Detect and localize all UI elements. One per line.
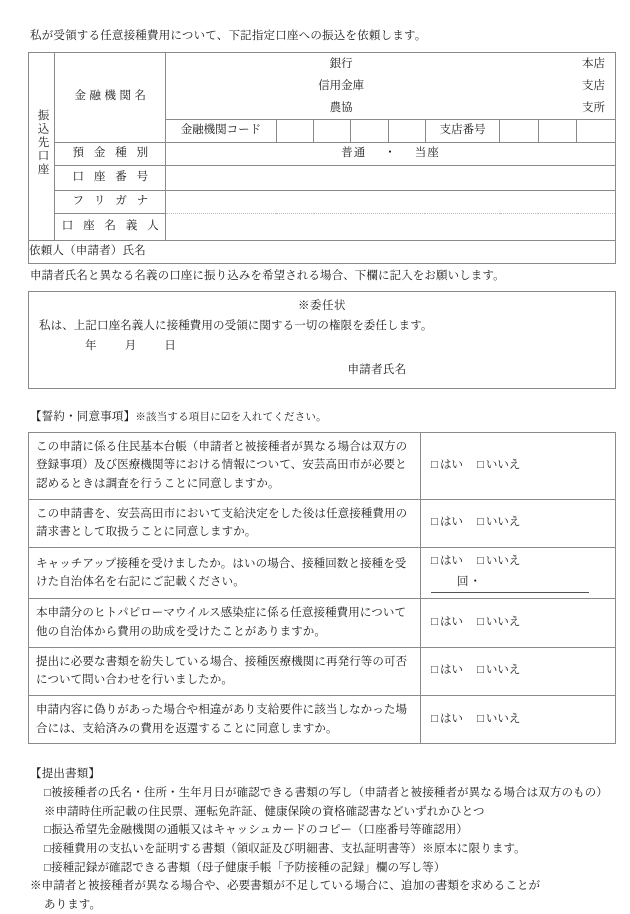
checkbox-no-icon[interactable]: □ bbox=[476, 616, 484, 629]
answer-yes-label[interactable]: はい bbox=[439, 712, 463, 725]
bank-name-label: 金融機関名 bbox=[55, 52, 166, 142]
documents-footnote-continuation: あります。 bbox=[44, 898, 102, 911]
checkbox-no-icon[interactable]: □ bbox=[476, 712, 484, 725]
branch-code-digit-3[interactable] bbox=[577, 119, 616, 142]
pledge-answer-cell[interactable] bbox=[421, 547, 616, 599]
account-number-label: 口 座 番 号 bbox=[55, 165, 166, 190]
answer-no-label[interactable]: いいえ bbox=[485, 616, 521, 629]
bank-code-digit-2[interactable] bbox=[314, 119, 351, 142]
checkbox-yes-icon[interactable]: □ bbox=[431, 458, 438, 471]
different-name-note: 申請者氏名と異なる名義の口座に振り込みを希望される場合、下欄に記入をお願いします。 bbox=[30, 269, 505, 282]
list-item[interactable]: □接種記録が確認できる書類（母子健康手帳「予防接種の記録」欄の写し等） bbox=[44, 861, 446, 874]
deposit-type-row bbox=[29, 142, 616, 165]
deposit-type-checking[interactable]: 当座 bbox=[414, 146, 440, 159]
checkbox-no-icon[interactable]: □ bbox=[476, 554, 484, 567]
catchup-count-field[interactable]: 回・ bbox=[431, 574, 589, 594]
table-row bbox=[29, 599, 616, 647]
documents-list bbox=[30, 784, 616, 877]
pledge-question-text: この申請に係る住民基本台帳（申請者と被接種者が異なる場合は双方の登録事項）及び医療機関等における情報について、安芸高田市が必要と認めるときは調査を行うことに同意しますか。 bbox=[29, 432, 421, 499]
pledge-question-text: キャッチアップ接種を受けましたか。はいの場合、接種回数と接種を受けた自治体名を右記にご記載ください。 bbox=[29, 547, 421, 599]
bank-kind-bank[interactable]: 銀行 bbox=[329, 57, 353, 70]
pledge-heading-text: 【誓約・同意事項】 bbox=[30, 410, 136, 423]
pledge-heading-note: ※該当する項目に☑を入れてください。 bbox=[135, 411, 327, 423]
pledge-question-text: 本申請分のヒトパピローマウイルス感染症に係る任意接種費用について他の自治体から費用の助成を受けたことがありますか。 bbox=[29, 599, 421, 647]
account-number-input[interactable] bbox=[166, 165, 616, 190]
checkbox-no-icon[interactable]: □ bbox=[476, 516, 484, 529]
checkbox-yes-icon[interactable]: □ bbox=[431, 554, 438, 567]
documents-heading: 【提出書類】 bbox=[30, 768, 101, 781]
bank-code-digit-3[interactable] bbox=[351, 119, 388, 142]
bank-kind-choices bbox=[166, 53, 615, 119]
account-holder-label: 口 座 名 義 人 bbox=[55, 213, 166, 240]
account-holder-row bbox=[29, 213, 616, 240]
answer-no-label[interactable]: いいえ bbox=[485, 664, 521, 677]
proxy-letter-box bbox=[28, 291, 616, 389]
checkbox-yes-icon[interactable]: □ bbox=[431, 712, 438, 725]
answer-yes-label[interactable]: はい bbox=[439, 664, 463, 677]
branch-code-digit-2[interactable] bbox=[538, 119, 576, 142]
proxy-signature-label[interactable]: 申請者氏名 bbox=[347, 364, 407, 377]
proxy-year-label: 年 bbox=[85, 340, 97, 353]
proxy-title: ※委任状 bbox=[298, 299, 346, 312]
deposit-type-label: 預 金 種 別 bbox=[55, 142, 166, 165]
branch-code-label: 支店番号 bbox=[425, 119, 500, 142]
pledge-section-heading bbox=[30, 409, 616, 427]
furigana-label: フ リ ガ ナ bbox=[55, 190, 166, 213]
bank-name-row bbox=[29, 52, 616, 119]
proxy-date-line[interactable] bbox=[85, 338, 605, 356]
deposit-type-cell[interactable] bbox=[166, 142, 616, 165]
deposit-type-ordinary[interactable]: 普通 bbox=[341, 146, 367, 159]
pledge-answer-cell[interactable] bbox=[421, 599, 616, 647]
pledge-question-text: 申請内容に偽りがあった場合や相違があり支給要件に該当しなかった場合には、支給済みの費用を返還することに同意しますか。 bbox=[29, 695, 421, 743]
branch-kind-branch[interactable]: 支店 bbox=[582, 79, 605, 92]
proxy-day-label: 日 bbox=[164, 340, 177, 353]
pledge-question-text: 提出に必要な書類を紛失している場合、接種医療機関に再発行等の可否について問い合わせを行いましたか。 bbox=[29, 647, 421, 695]
requester-name-cell[interactable] bbox=[29, 240, 616, 263]
checkbox-no-icon[interactable]: □ bbox=[476, 664, 484, 677]
furigana-row bbox=[29, 190, 616, 213]
checkbox-yes-icon[interactable]: □ bbox=[431, 516, 438, 529]
bank-code-digit-4[interactable] bbox=[388, 119, 425, 142]
table-row bbox=[29, 432, 616, 499]
pledge-question-text: この申請書を、安芸高田市において支給決定をした後は任意接種費用の請求書として取扱うことに同意しますか。 bbox=[29, 499, 421, 547]
list-item[interactable]: □接種費用の支払いを証明する書類（領収証及び明細書、支払証明書等）※原本に限ります。 bbox=[44, 842, 526, 855]
bank-code-digit-1[interactable] bbox=[276, 119, 313, 142]
checkbox-yes-icon[interactable]: □ bbox=[431, 616, 438, 629]
pledge-answer-cell[interactable] bbox=[421, 499, 616, 547]
intro-lead: 私が受領する任意接種費用について、下記指定口座への振込を依頼します。 bbox=[30, 30, 427, 42]
branch-kind-office[interactable]: 支所 bbox=[582, 101, 605, 114]
documents-footnote bbox=[30, 877, 616, 914]
documents-section bbox=[30, 766, 616, 914]
branch-code-digit-1[interactable] bbox=[500, 119, 538, 142]
bank-kind-shinkin[interactable]: 信用金庫 bbox=[318, 79, 365, 92]
table-row bbox=[29, 695, 616, 743]
answer-no-label[interactable]: いいえ bbox=[485, 516, 521, 529]
account-number-row bbox=[29, 165, 616, 190]
answer-no-label[interactable]: いいえ bbox=[485, 712, 521, 725]
table-row bbox=[29, 647, 616, 695]
furigana-input[interactable] bbox=[166, 190, 616, 213]
bank-account-table bbox=[28, 52, 616, 264]
pledge-answer-cell[interactable] bbox=[421, 695, 616, 743]
bank-kind-nokyo[interactable]: 農協 bbox=[329, 101, 353, 114]
requester-name-label: 依頼人（申請者）氏名 bbox=[29, 244, 146, 257]
answer-yes-label[interactable]: はい bbox=[439, 616, 463, 629]
account-holder-input[interactable] bbox=[166, 213, 616, 240]
proxy-body: 私は、上記口座名義人に接種費用の受領に関する一切の権限を委任します。 bbox=[39, 320, 433, 333]
answer-no-label[interactable]: いいえ bbox=[485, 554, 521, 567]
checkbox-yes-icon[interactable]: □ bbox=[431, 664, 438, 677]
proxy-month-label: 月 bbox=[124, 340, 137, 353]
requester-name-row bbox=[29, 240, 616, 263]
list-item[interactable]: □被接種者の氏名・住所・生年月日が確認できる書類の写し（申請者と被接種者が異なる場合は双方のもの）※申請時住所記載の住民票、運転免許証、健康保険の資格確認書などいずれかひとつ bbox=[44, 787, 608, 818]
branch-kind-head-office[interactable]: 本店 bbox=[582, 57, 605, 70]
answer-no-label[interactable]: いいえ bbox=[485, 458, 521, 471]
pledge-table bbox=[28, 432, 616, 745]
answer-yes-label[interactable]: はい bbox=[439, 458, 463, 471]
pledge-answer-cell[interactable] bbox=[421, 647, 616, 695]
answer-yes-label[interactable]: はい bbox=[439, 554, 463, 567]
table-row bbox=[29, 547, 616, 599]
checkbox-no-icon[interactable]: □ bbox=[476, 458, 484, 471]
list-item[interactable]: □振込希望先金融機関の通帳又はキャッシュカードのコピー（口座番号等確認用） bbox=[44, 824, 468, 837]
account-section-vertical-label: 振込先口座 bbox=[29, 52, 55, 240]
deposit-type-separator: ・ bbox=[384, 146, 397, 159]
bank-code-label: 金融機関コード bbox=[166, 119, 277, 142]
bank-name-input-cell[interactable] bbox=[166, 52, 616, 119]
documents-footnote-main: ※申請者と被接種者が異なる場合や、必要書類が不足している場合に、追加の書類を求めることが bbox=[30, 880, 541, 893]
pledge-answer-cell[interactable] bbox=[421, 432, 616, 499]
answer-yes-label[interactable]: はい bbox=[439, 516, 463, 529]
table-row bbox=[29, 499, 616, 547]
